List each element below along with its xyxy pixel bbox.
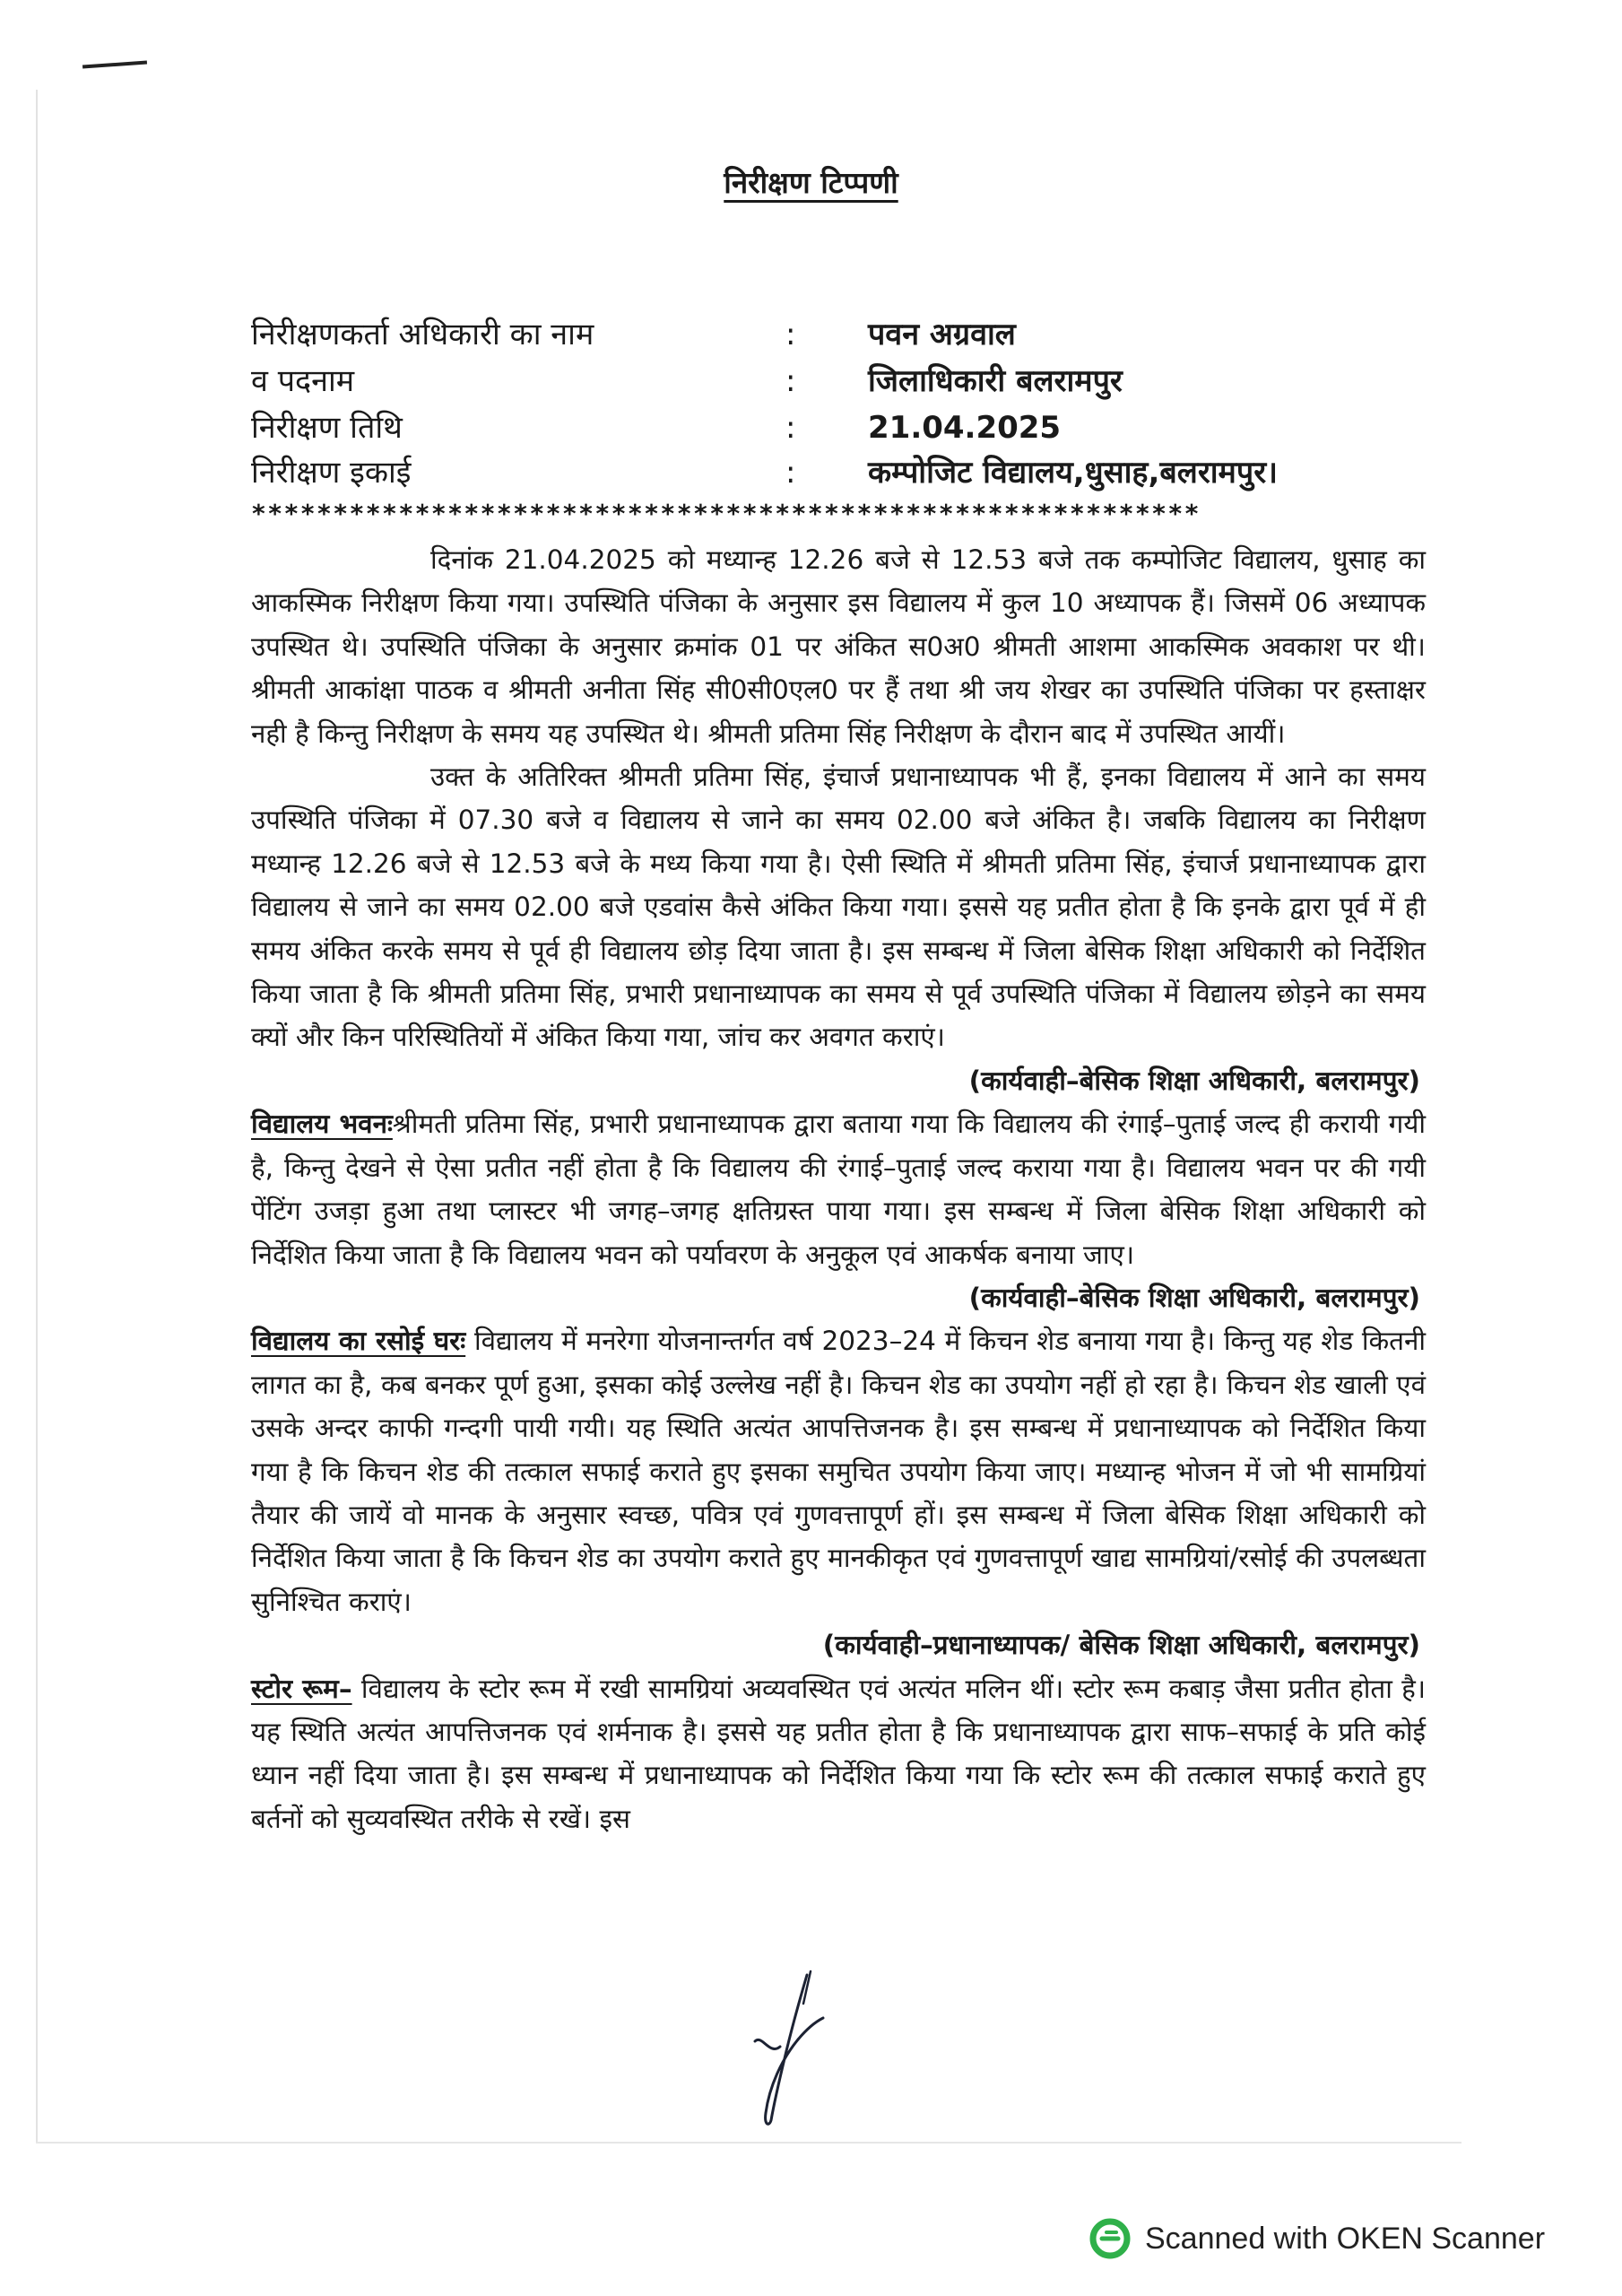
asterisk-separator: ********************************************************** bbox=[251, 499, 1201, 528]
section-heading: स्टोर रूम– bbox=[251, 1673, 352, 1704]
oken-scanner-logo-icon bbox=[1089, 2218, 1131, 2259]
document-body bbox=[251, 538, 1426, 1840]
meta-colon: : bbox=[785, 455, 796, 491]
section-heading: विद्यालय का रसोई घरः bbox=[251, 1326, 466, 1357]
meta-colon: : bbox=[785, 363, 796, 399]
corner-pen-mark bbox=[82, 60, 147, 68]
paragraph-text: श्रीमती प्रतिमा सिंह, प्रभारी प्रधानाध्यापक द्वारा बताया गया कि विद्यालय की रंगाई–पुताई जल्द ही करायी गयी है, किन्तु देखने से ऐसा प्रतीत नहीं होता है कि विद्यालय की रंगाई–पुताई जल्द कराया गया है। विद्यालय भवन पर की गयी पेंटिंग उजड़ा हुआ तथा प्लास्टर भी जगह–जगह क्षतिग्रस्त पाया गया। इस सम्बन्ध में जिला बेसिक शिक्षा अधिकारी को निर्देशित किया जाता है कि विद्यालय भवन को पर्यावरण के अनुकूल एवं आकर्षक बनाया जाए। bbox=[251, 1109, 1426, 1270]
paragraph-store-room bbox=[251, 1667, 1426, 1841]
paragraph-kitchen bbox=[251, 1319, 1426, 1623]
paragraph-building bbox=[251, 1102, 1426, 1276]
handwritten-signature bbox=[744, 1970, 843, 2131]
paragraph-text: विद्यालय के स्टोर रूम में रखी सामग्रियां अव्यवस्थित एवं अत्यंत मलिन थीं। स्टोर रूम कबाड़ जैसा प्रतीत होता है। यह स्थिति अत्यंत आपत्तिजनक एवं शर्मनाक है। इससे यह प्रतीत होता है कि प्रधानाध्यापक द्वारा साफ–सफाई के प्रति कोई ध्यान नहीं दिया जाता है। इस सम्बन्ध में प्रधानाध्यापक को निर्देशित किया गया कि स्टोर रूम की तत्काल सफाई कराते हुए बर्तनों को सुव्यवस्थित तरीके से रखें। इस bbox=[251, 1673, 1426, 1834]
meta-label: निरीक्षण इकाई bbox=[251, 455, 412, 491]
action-note: (कार्यवाही–प्रधानाध्यापक/ बेसिक शिक्षा अधिकारी, बलरामपुर) bbox=[822, 1630, 1420, 1661]
paragraph-incharge-timing: उक्त के अतिरिक्त श्रीमती प्रतिमा सिंह, इंचार्ज प्रधानाध्यापक भी हैं, इनका विद्यालय में आने का समय उपस्थिति पंजिका में 07.30 बजे व विद्यालय से जाने का समय 02.00 बजे अंकित है। जबकि विद्यालय का निरीक्षण मध्यान्ह 12.26 बजे से 12.53 बजे के मध्य किया गया है। ऐसी स्थिति में श्रीमती प्रतिमा सिंह, इंचार्ज प्रधानाध्यापक द्वारा विद्यालय से जाने का समय 02.00 बजे एडवांस कैसे अंकित किया गया। इससे यह प्रतीत होता है कि इनके द्वारा पूर्व में ही समय अंकित करके समय से पूर्व ही विद्यालय छोड़ दिया जाता है। इस सम्बन्ध में जिला बेसिक शिक्षा अधिकारी को निर्देशित किया जाता है कि श्रीमती प्रतिमा सिंह, प्रभारी प्रधानाध्यापक का समय से पूर्व उपस्थिति पंजिका में विद्यालय छोड़ने का समय क्यों और किन परिस्थितियों में अंकित किया गया, जांच कर अवगत कराएं। bbox=[251, 761, 1426, 1053]
paragraph-attendance: दिनांक 21.04.2025 को मध्यान्ह 12.26 बजे से 12.53 बजे तक कम्पोजिट विद्यालय, धुसाह का आकस्मिक निरीक्षण किया गया। उपस्थिति पंजिका के अनुसार इस विद्यालय में कुल 10 अध्यापक हैं। जिसमें 06 अध्यापक उपस्थित थे। उपस्थिति पंजिका के अनुसार क्रमांक 01 पर अंकित स0अ0 श्रीमती आशमा आकस्मिक अवकाश पर थी। श्रीमती आकांक्षा पाठक व श्रीमती अनीता सिंह सी0सी0एल0 पर हैं तथा श्री जय शेखर का उपस्थिति पंजिका पर हस्ताक्षर नही है किन्तु निरीक्षण के समय यह उपस्थित थे। श्रीमती प्रतिमा सिंह निरीक्षण के दौरान बाद में उपस्थित आयीं। bbox=[251, 544, 1426, 749]
meta-value: जिलाधिकारी बलरामपुर bbox=[868, 363, 1123, 399]
meta-colon: : bbox=[785, 410, 796, 446]
scan-left-edge bbox=[36, 90, 38, 2144]
page-title: निरीक्षण टिप्पणी bbox=[724, 165, 898, 200]
action-note: (कार्यवाही–बेसिक शिक्षा अधिकारी, बलरामपुर) bbox=[968, 1065, 1420, 1096]
meta-value: पवन अग्रवाल bbox=[868, 317, 1016, 352]
meta-label: निरीक्षणकर्ता अधिकारी का नाम bbox=[251, 317, 594, 352]
scan-bottom-edge bbox=[36, 2142, 1462, 2144]
meta-colon: : bbox=[785, 317, 796, 352]
paragraph-text: विद्यालय में मनरेगा योजनान्तर्गत वर्ष 2023–24 में किचन शेड बनाया गया है। किन्तु यह शेड कितनी लागत का है, कब बनकर पूर्ण हुआ, इसका कोई उल्लेख नहीं है। किचन शेड का उपयोग नहीं हो रहा है। किचन शेड खाली एवं उसके अन्दर काफी गन्दगी पायी गयी। यह स्थिति अत्यंत आपत्तिजनक है। इस सम्बन्ध में प्रधानाध्यापक को निर्देशित किया गया है कि किचन शेड की तत्काल सफाई कराते हुए इसका समुचित उपयोग किया जाए। मध्यान्ह भोजन में जो भी सामग्रियां तैयार की जायें वो मानक के अनुसार स्वच्छ, पवित्र एवं गुणवत्तापूर्ण हों। इस सम्बन्ध में जिला बेसिक शिक्षा अधिकारी को निर्देशित किया जाता है कि किचन शेड का उपयोग कराते हुए मानकीकृत एवं गुणवत्तापूर्ण खाद्य सामग्रियां/रसोई की उपलब्धता सुनिश्चित कराएं। bbox=[251, 1326, 1427, 1617]
section-heading: विद्यालय भवनः bbox=[251, 1109, 393, 1140]
meta-label: निरीक्षण तिथि bbox=[251, 410, 403, 446]
meta-value: कम्पोजिट विद्यालय,धुसाह,बलरामपुर। bbox=[868, 455, 1278, 491]
meta-value: 21.04.2025 bbox=[868, 410, 1062, 446]
scanner-watermark bbox=[1089, 2213, 1545, 2264]
action-note: (कार्यवाही–बेसिक शिक्षा अधिकारी, बलरामपुर) bbox=[968, 1282, 1420, 1313]
scanner-label: Scanned with OKEN Scanner bbox=[1145, 2221, 1546, 2256]
meta-label: व पदनाम bbox=[251, 363, 355, 399]
